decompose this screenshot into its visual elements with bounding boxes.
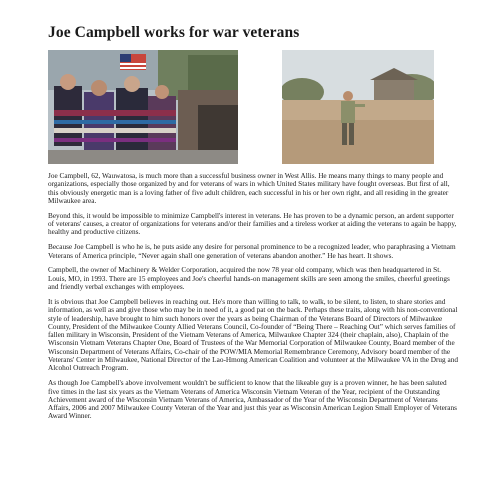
field-photo [282, 50, 434, 164]
paragraph: Campbell, the owner of Machinery & Welder Corporation, acquired the now 78 year old company, which was then headquartered in St. Louis, MO, in 1993. There are 15 employees and Joe's cheerful hands-on management skills are seen among the smiles, cheerful greetings and friendly verbal exchanges with employees. [48, 266, 450, 292]
paragraph: Because Joe Campbell is who he is, he puts aside any desire for personal prominence to be a recognized leader, who paraphrasing a Vietnam Veterans of America principle, “Never again shall one generation of veterans abandon another.” He has heart. It shows. [48, 243, 456, 260]
paragraph: It is obvious that Joe Campbell believes in reaching out. He's more than willing to talk, to walk, to be silent, to listen, to share stories and information, as well as and give those who may be in need of it, a good pat on the back. Perhaps these traits, along with his non-conventional style of leadership, have brought to him such honors over the years as being Chairman of the Veterans Board of Directors of Milwaukee County, President of the Milwaukee County Allied Veterans Council, Co-founder of “Being There – Reaching Out” which serves families of fallen military in Wisconsin, President of the Vietnam Veterans of America, Milwaukee Chapter 324 (their chaplain, also), Chaplain of the Wisconsin Vietnam Veterans Chapter One, Board of Trustees of the War Memorial Corporation of Milwaukee County, Board member of the Wisconsin Department of Veterans Affairs, Co-chair of the POW/MIA Memorial Remembrance Ceremony, Advisory board member of the Veterans' Center in Milwaukee, National Director of the Lao-Hmong American Coalition and volunteer at the Milwaukee VA in the Drug and Alcohol Outreach Program. [48, 297, 458, 373]
parade-photo-image [48, 50, 238, 164]
field-photo-image [282, 50, 434, 164]
paragraph: Joe Campbell, 62, Wauwatosa, is much more than a successful business owner in West Allis. He means many things to many people and organizations, especially those organized by and for veterans of wars in which United States military have fought overseas. But first of all, this obviously energetic man is a loving father of five adult children, each successful in his or her own right, and all residing in the greater Milwaukee area. [48, 172, 450, 205]
paragraph: Beyond this, it would be impossible to minimize Campbell's interest in veterans. He has proven to be a dynamic person, an ardent supporter of veterans' causes, a creator of organizations for veterans and/or their families and a tireless worker at aiding the veterans to again be happy, healthy and productive citizens. [48, 211, 457, 237]
paragraph: As though Joe Campbell's above involvement wouldn't be sufficient to know that the likeable guy is a proven winner, he has been saluted five times in the last six years as the Vietnam Veterans of America Wisconsin Vietnam Veteran of the Year, recipient of the Outstanding Achievement award of the Wisconsin Vietnam Veterans of America, Ambassador of the Year of the Wisconsin Department of Veterans Affairs, 2006 and 2007 Milwaukee County Veteran of the Year and just this year as Wisconsin American Legion Small Employer of Veterans Award Winner. [48, 379, 457, 421]
parade-photo [48, 50, 238, 164]
article-title: Joe Campbell works for war veterans [48, 24, 300, 41]
article-body [48, 172, 458, 427]
